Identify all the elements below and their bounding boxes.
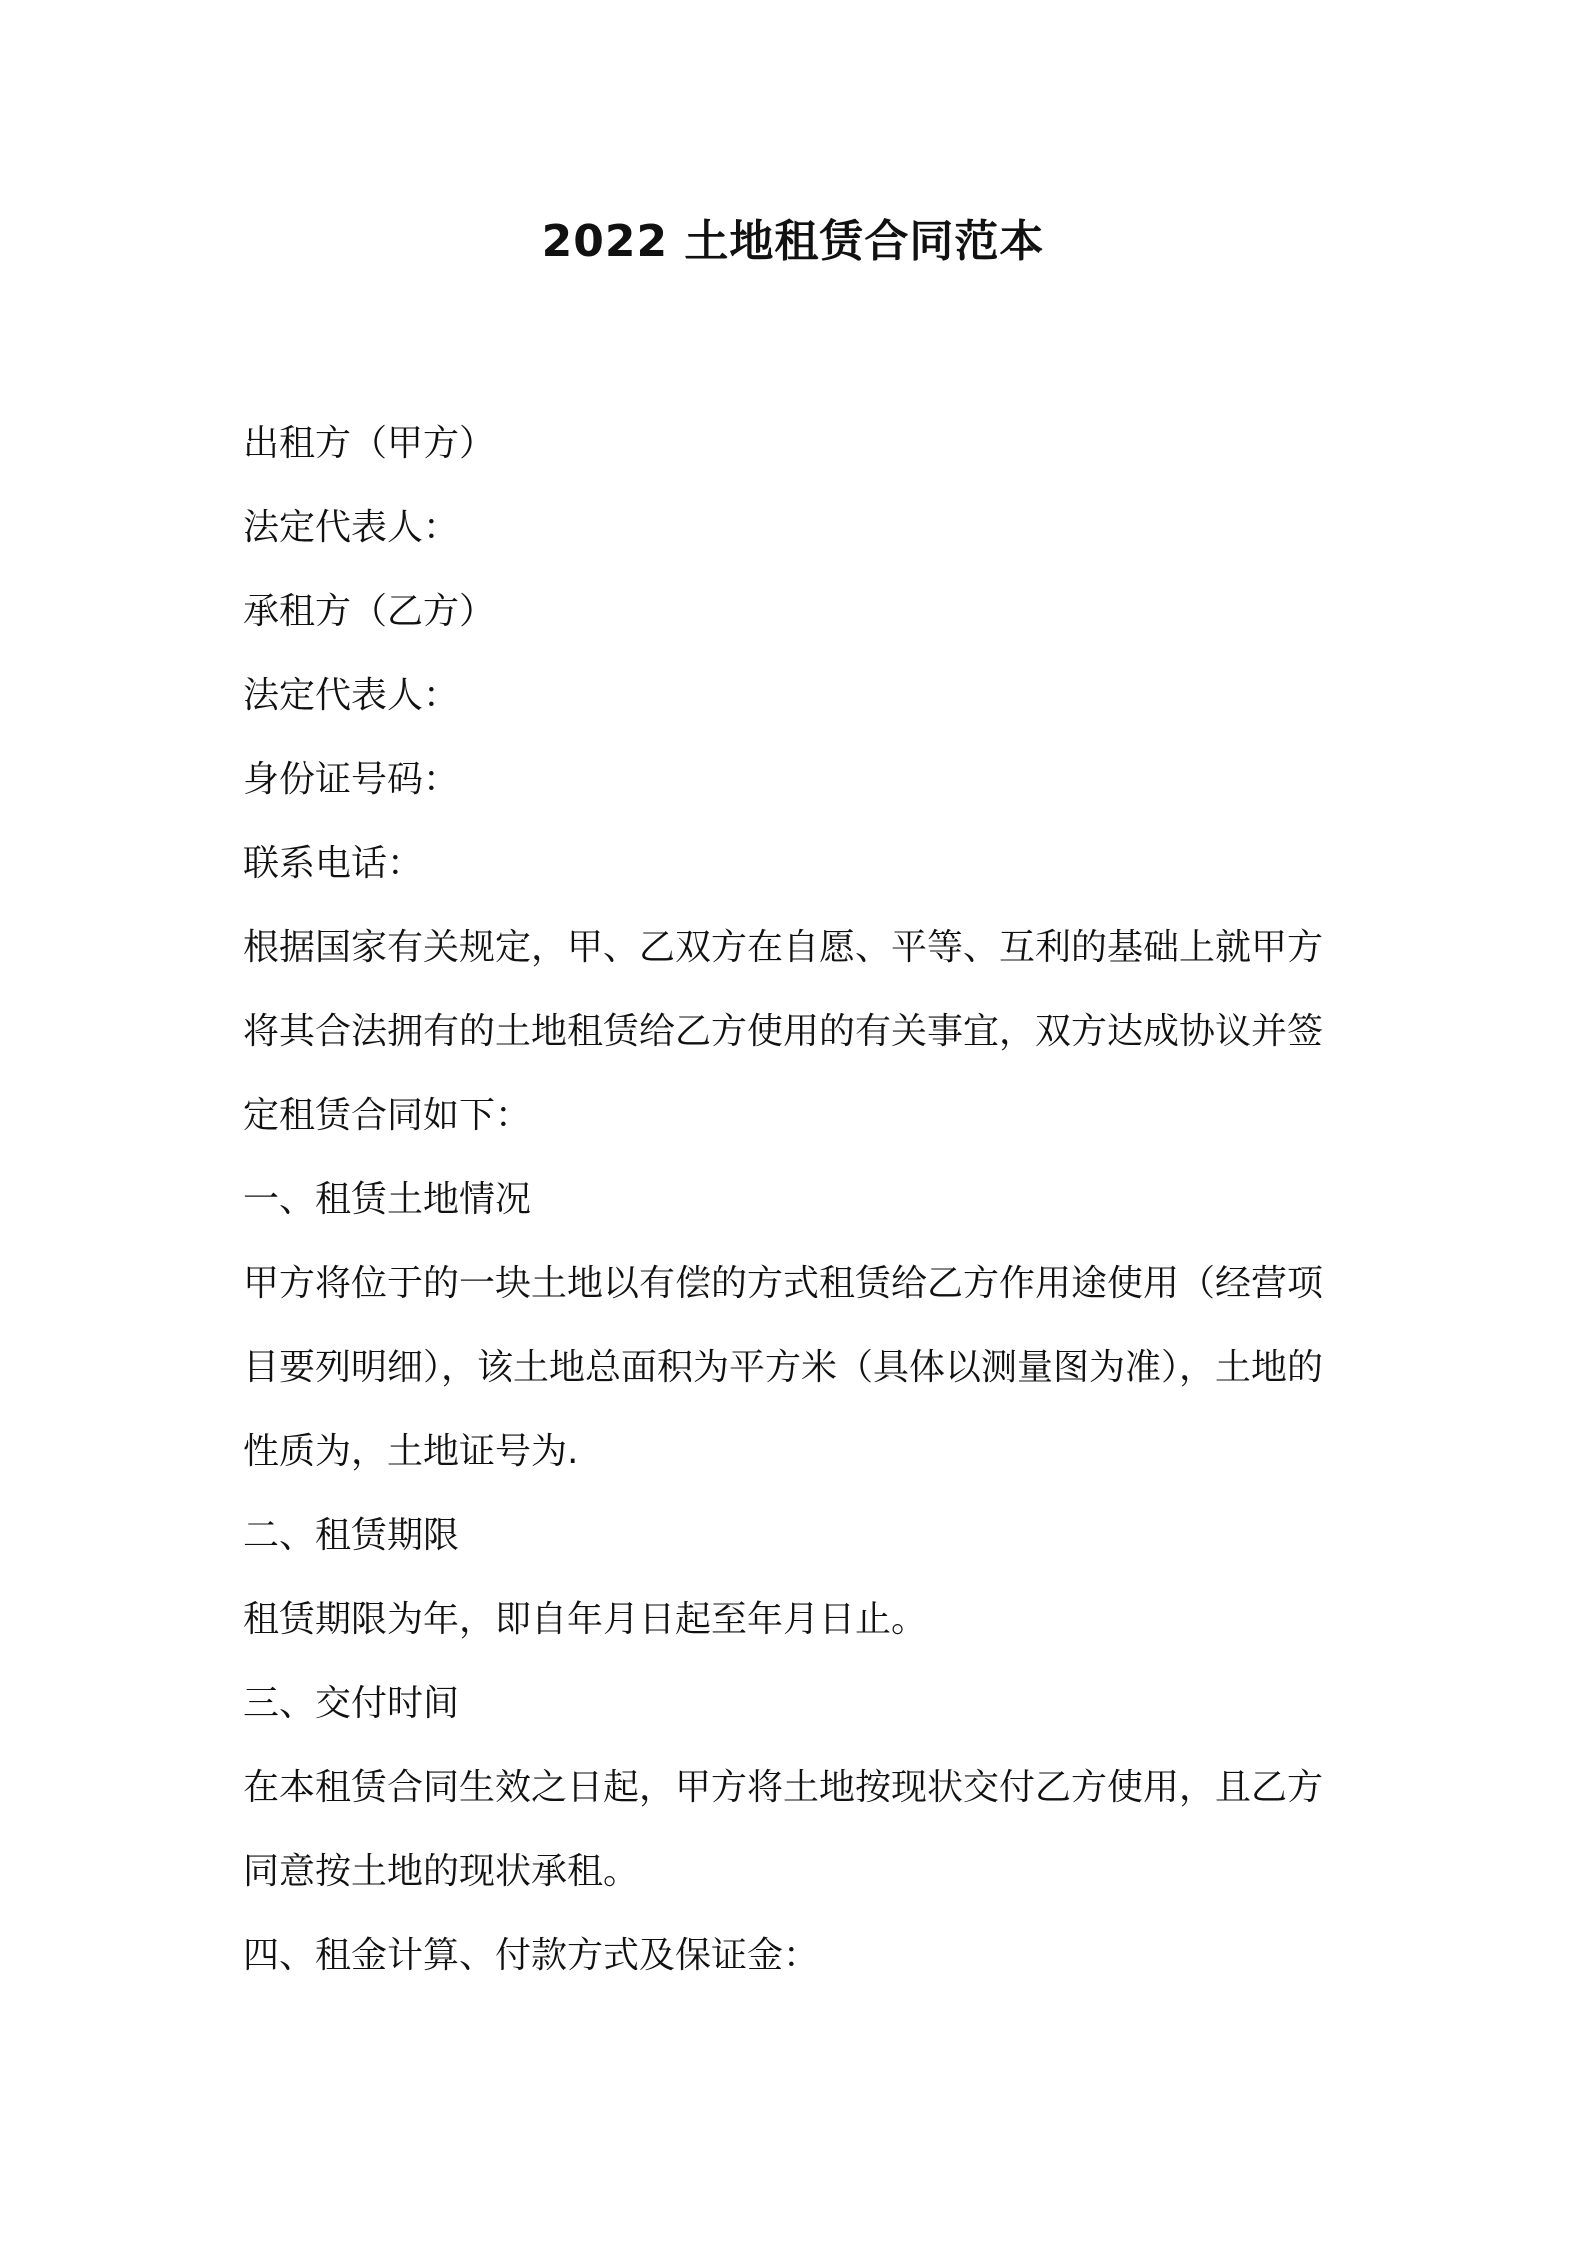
section-heading-1: 一、租赁土地情况 [243,1179,532,1220]
section-1-line-2: 目要列明细），该土地总面积为平方米（具体以测量图为准），土地的 [243,1347,1324,1388]
preamble-line-2: 将其合法拥有的土地租赁给乙方使用的有关事宜，双方达成协议并签 [243,1011,1324,1052]
section-heading-4: 四、租金计算、付款方式及保证金： [243,1935,820,1976]
party-b-representative-label: 法定代表人： [243,675,460,716]
document-title: 2022 土地租赁合同范本 [541,216,1045,267]
section-heading-3: 三、交付时间 [243,1683,460,1724]
section-2-line-1: 租赁期限为年，即自年月日起至年月日止。 [243,1599,928,1640]
section-3-line-2: 同意按土地的现状承租。 [243,1851,640,1892]
id-number-label: 身份证号码： [243,759,460,800]
party-a-label: 出租方（甲方） [243,423,496,464]
party-a-representative-label: 法定代表人： [243,507,460,548]
phone-label: 联系电话： [243,843,424,884]
section-1-line-3: 性质为，土地证号为. [243,1431,579,1472]
document-body [243,402,1353,1998]
section-1-line-1: 甲方将位于的一块土地以有偿的方式租赁给乙方作用途使用（经营项 [243,1263,1324,1304]
section-3-line-1: 在本租赁合同生效之日起，甲方将土地按现状交付乙方使用，且乙方 [243,1767,1324,1808]
preamble-line-1: 根据国家有关规定，甲、乙双方在自愿、平等、互利的基础上就甲方 [243,927,1324,968]
section-heading-2: 二、租赁期限 [243,1515,460,1556]
preamble-line-3: 定租赁合同如下： [243,1095,532,1136]
party-b-label: 承租方（乙方） [243,591,496,632]
